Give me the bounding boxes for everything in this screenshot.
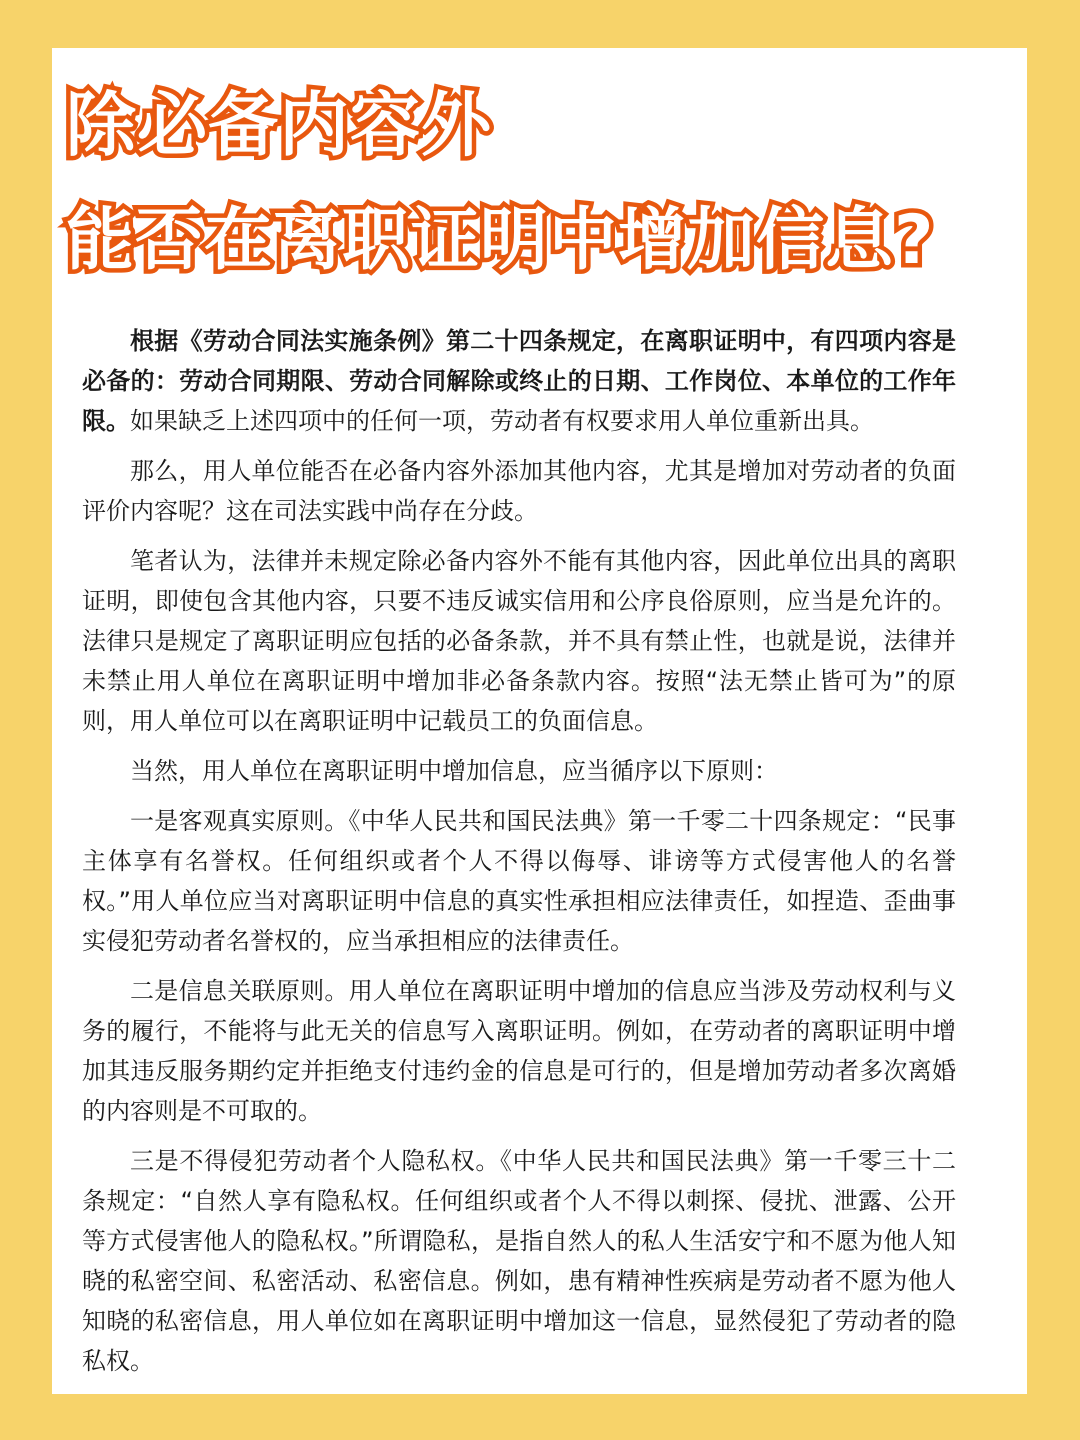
paragraph-5: 一是客观真实原则。《中华人民共和国民法典》第一千零二十四条规定：“民事主体享有名誉权。任何组织或者个人不得以侮辱、诽谤等方式侵害他人的名誉权。”用人单位应当对离职证明中信息的真实性承担相应法律责任，如捏造、歪曲事实侵犯劳动者名誉权的，应当承担相应的法律责任。 (82, 807, 956, 955)
paragraph-4: 当然，用人单位在离职证明中增加信息，应当循序以下原则： (130, 757, 778, 785)
title-line-2: 能否在离职证明中增加信息? (66, 201, 935, 280)
paragraph-3: 笔者认为，法律并未规定除必备内容外不能有其他内容，因此单位出具的离职证明，即使包含其他内容，只要不违反诚实信用和公序良俗原则，应当是允许的。法律只是规定了离职证明应包括的必备条款，并不具有禁止性，也就是说，法律并未禁止用人单位在离职证明中增加非必备条款内容。按照“法无禁止皆可为”的原则，用人单位可以在离职证明中记载员工的负面信息。 (82, 547, 956, 735)
paragraph-6: 二是信息关联原则。用人单位在离职证明中增加的信息应当涉及劳动权利与义务的履行，不能将与此无关的信息写入离职证明。例如，在劳动者的离职证明中增加其违反服务期约定并拒绝支付违约金的信息是可行的，但是增加劳动者多次离婚的内容则是不可取的。 (82, 977, 956, 1125)
paragraph-1-rest: 如果缺乏上述四项中的任何一项，劳动者有权要求用人单位重新出具。 (130, 407, 874, 435)
paragraph-7: 三是不得侵犯劳动者个人隐私权。《中华人民共和国民法典》第一千零三十二条规定：“自然人享有隐私权。任何组织或者个人不得以刺探、侵扰、泄露、公开等方式侵害他人的隐私权。”所谓隐私，是指自然人的私人生活安宁和不愿为他人知晓的私密空间、私密活动、私密信息。例如，患有精神性疾病是劳动者不愿为他人知晓的私密信息，用人单位如在离职证明中增加这一信息，显然侵犯了劳动者的隐私权。 (82, 1147, 956, 1375)
paragraph-1-bold: 根据《劳动合同法实施条例》第二十四条规定，在离职证明中，有四项内容是必备的：劳动合同期限、劳动合同解除或终止的日期、工作岗位、本单位的工作年限。 (82, 327, 956, 435)
paragraph-2: 那么，用人单位能否在必备内容外添加其他内容，尤其是增加对劳动者的负面评价内容呢？这在司法实践中尚存在分歧。 (82, 457, 956, 525)
paragraph-1 (82, 321, 956, 441)
article-body (82, 321, 956, 1391)
title-line-1: 除必备内容外 (66, 84, 492, 166)
